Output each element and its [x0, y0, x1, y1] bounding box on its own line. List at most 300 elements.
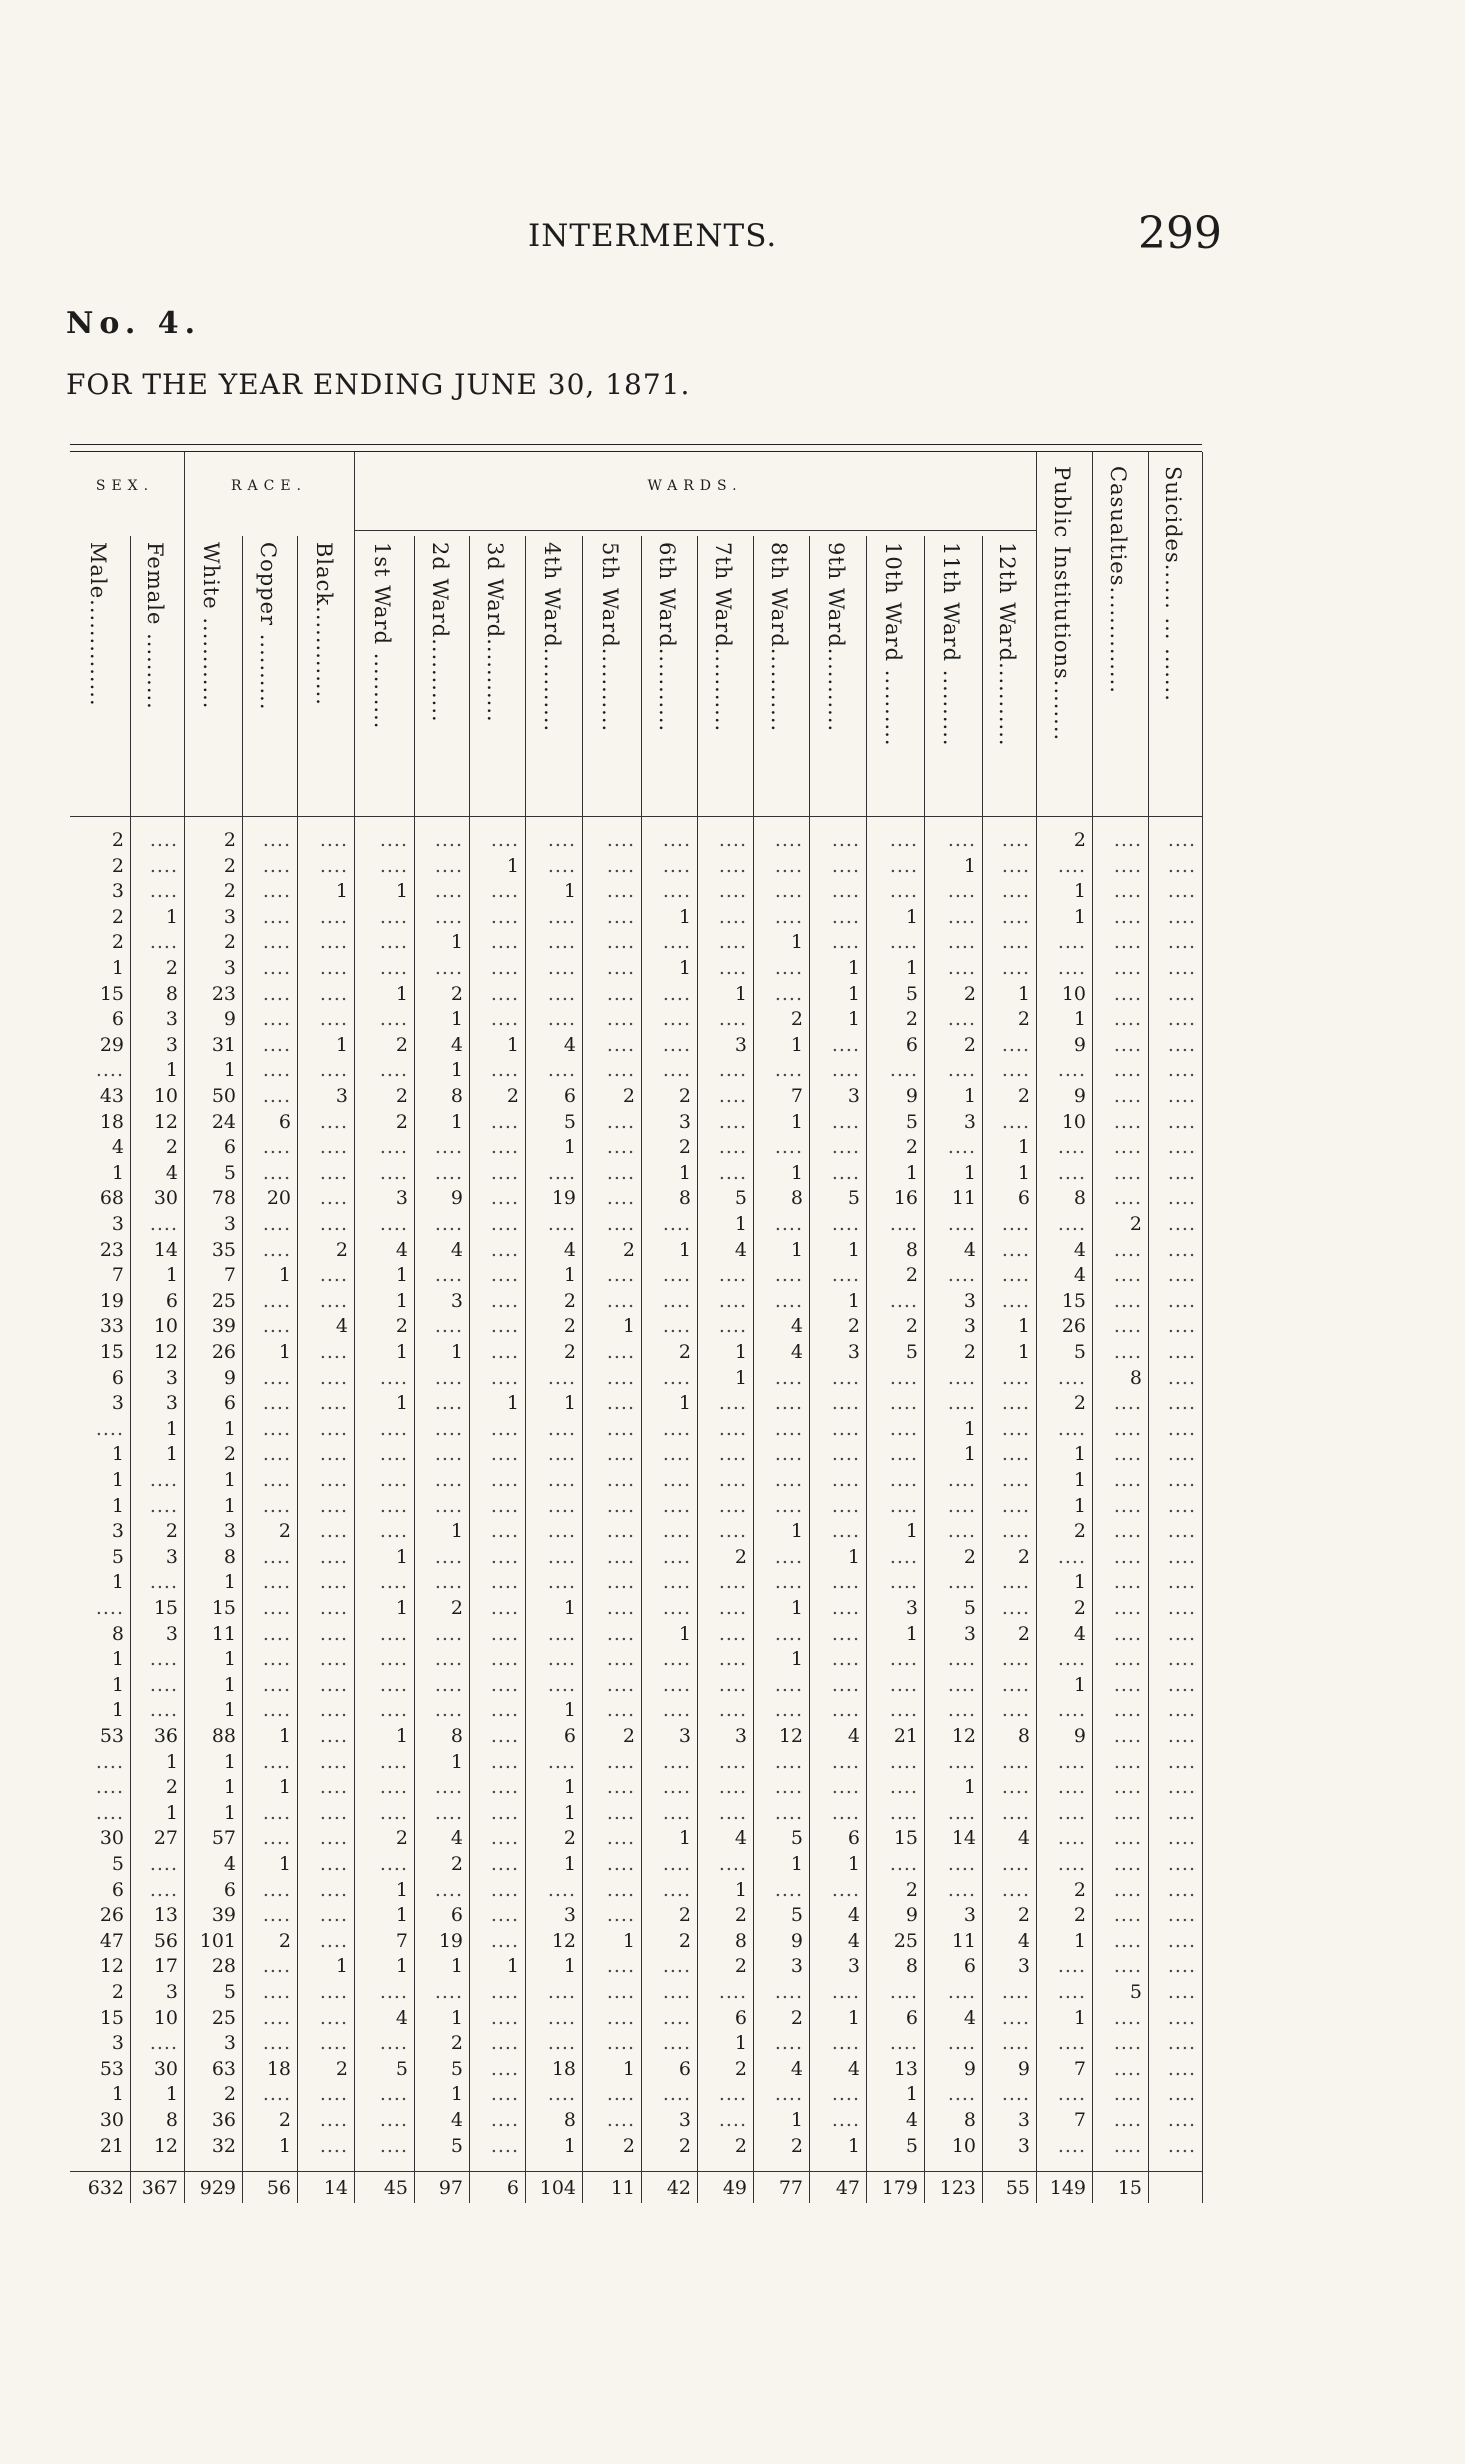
table-cell: ....: [774, 1878, 803, 1901]
table-cell: ....: [662, 1801, 691, 1824]
table-cell: ....: [379, 1750, 408, 1773]
table-cell: ....: [490, 1289, 519, 1312]
table-cell: 1: [450, 1520, 463, 1543]
table-cell: ....: [434, 1776, 463, 1799]
table-cell: ....: [1113, 1597, 1142, 1619]
table-cell: ....: [1001, 1494, 1030, 1517]
table-cell: ....: [490, 1315, 519, 1338]
table-cell: ....: [1167, 1725, 1196, 1747]
table-cell: 4: [563, 1238, 576, 1261]
table-cell: ....: [606, 1622, 635, 1645]
table-cell: 5: [905, 2134, 918, 2157]
table-cell: 1: [734, 1366, 747, 1389]
table-cell: ....: [547, 1366, 576, 1389]
table-cell: ....: [831, 1801, 860, 1824]
table-cell: ....: [490, 1417, 519, 1440]
table-cell: 1: [790, 931, 803, 954]
table-cell: ....: [262, 1545, 291, 1568]
table-cell: 2: [905, 1878, 918, 1901]
table-cell: 2: [395, 1110, 408, 1133]
table-cell: ....: [606, 829, 635, 851]
table-cell: ....: [662, 1469, 691, 1491]
table-cell: ....: [1167, 1853, 1196, 1875]
column-header-label: 10th Ward ..........: [881, 542, 905, 747]
table-cell: 1: [395, 880, 408, 903]
table-cell: 2: [395, 1827, 408, 1850]
table-cell: ....: [774, 1699, 803, 1722]
table-cell: ....: [606, 1110, 635, 1133]
table-cell: ....: [149, 1469, 178, 1491]
table-cell: 1: [165, 1443, 178, 1466]
table-cell: 11: [951, 1929, 976, 1952]
table-cell: ....: [1167, 1187, 1196, 1210]
table-cell: 1: [963, 1161, 976, 1184]
table-cell: 2: [450, 2032, 463, 2055]
table-cell: 3: [963, 1904, 976, 1927]
table-cell: 1: [790, 1110, 803, 1133]
table-cell: ....: [262, 1161, 291, 1184]
column-header-label: 6th Ward...........: [655, 542, 679, 733]
table-cell: 2: [734, 1955, 747, 1978]
table-cell: ....: [1113, 1955, 1142, 1978]
table-cell: ....: [662, 1417, 691, 1440]
table-cell: ....: [889, 1673, 918, 1696]
table-cell: ....: [1001, 1033, 1030, 1056]
table-cell: 6: [450, 1904, 463, 1927]
table-cell: ....: [1113, 1853, 1142, 1875]
table-cell: ....: [718, 1571, 747, 1594]
table-cell: ....: [490, 2109, 519, 2131]
table-cell: ....: [379, 1494, 408, 1517]
table-cell: 1: [734, 1878, 747, 1901]
table-cell: 3: [111, 880, 124, 903]
table-cell: ....: [1057, 2083, 1086, 2106]
table-cell: ....: [606, 1289, 635, 1312]
table-cell: ....: [149, 829, 178, 851]
table-cell: 1: [223, 1750, 236, 1773]
table-cell: ....: [718, 1136, 747, 1159]
table-cell: 1: [506, 1955, 519, 1978]
table-cell: 1: [905, 1520, 918, 1543]
table-cell: ....: [774, 854, 803, 877]
table-cell: 36: [211, 2109, 236, 2131]
table-cell: ....: [662, 1443, 691, 1466]
table-cell: ....: [606, 1878, 635, 1901]
table-cell: ....: [718, 1110, 747, 1133]
table-cell: 4: [395, 1238, 408, 1261]
table-cell: ....: [434, 1571, 463, 1594]
table-cell: ....: [1001, 1699, 1030, 1722]
table-cell: 1: [223, 1469, 236, 1491]
table-cell: ....: [718, 1289, 747, 1312]
table-cell: 3: [223, 957, 236, 979]
table-cell: 1: [563, 1392, 576, 1415]
table-cell: 1: [395, 1904, 408, 1927]
table-cell: ....: [547, 982, 576, 1005]
table-cell: 2: [111, 931, 124, 954]
column-header-label: 9th Ward...........: [823, 542, 848, 733]
table-cell: 4: [963, 1238, 976, 1261]
table-cell: 1: [165, 1801, 178, 1824]
table-cell: ....: [1113, 1494, 1142, 1517]
table-cell: ....: [947, 1469, 976, 1491]
table-cell: 2: [963, 1545, 976, 1568]
table-cell: 3: [165, 1981, 178, 2003]
table-cell: ....: [1001, 2083, 1030, 2106]
table-cell: ....: [1167, 1033, 1196, 1056]
table-cell: 1: [847, 1545, 860, 1568]
table-cell: ....: [1001, 854, 1030, 877]
table-cell: ....: [831, 1443, 860, 1466]
table-cell: 3: [963, 1315, 976, 1338]
table-cell: 9: [1017, 2057, 1030, 2080]
table-cell: 2: [563, 1315, 576, 1338]
table-cell: ....: [1113, 1520, 1142, 1543]
table-cell: ....: [1113, 1392, 1142, 1415]
table-cell: ....: [1113, 1648, 1142, 1671]
table-cell: ....: [379, 1699, 408, 1722]
table-cell: 43: [99, 1085, 124, 1107]
table-cell: 1: [395, 1878, 408, 1901]
table-cell: ....: [1113, 880, 1142, 903]
table-cell: ....: [1113, 1085, 1142, 1107]
table-cell: ....: [434, 1213, 463, 1235]
table-cell: ....: [831, 1673, 860, 1696]
table-cell: 1: [1073, 1443, 1086, 1466]
table-cell: ....: [262, 1443, 291, 1466]
total-cell: 367: [141, 2177, 178, 2200]
column-header: [477, 542, 517, 812]
table-cell: ....: [379, 1853, 408, 1875]
table-cell: 1: [1073, 1008, 1086, 1031]
table-cell: ....: [434, 957, 463, 979]
table-cell: 9: [1073, 1085, 1086, 1107]
table-cell: ....: [1001, 1571, 1030, 1594]
table-cell: ....: [662, 1033, 691, 1056]
table-cell: 6: [563, 1725, 576, 1747]
table-cell: 4: [790, 2057, 803, 2080]
table-cell: 6: [223, 1136, 236, 1159]
table-cell: ....: [1113, 1161, 1142, 1184]
table-cell: 1: [963, 1776, 976, 1799]
table-cell: ....: [547, 1469, 576, 1491]
table-cell: 2: [790, 1008, 803, 1031]
table-cell: 2: [395, 1315, 408, 1338]
table-cell: ....: [947, 1494, 976, 1517]
table-cell: ....: [718, 1392, 747, 1415]
table-cell: ....: [831, 1110, 860, 1133]
table-cell: ....: [1113, 2109, 1142, 2131]
table-cell: 26: [211, 1341, 236, 1363]
table-cell: 1: [563, 2134, 576, 2157]
table-cell: 3: [111, 1520, 124, 1543]
table-cell: ....: [606, 1648, 635, 1671]
table-cell: 5: [111, 1545, 124, 1568]
table-cell: ....: [831, 2109, 860, 2131]
table-cell: ....: [379, 829, 408, 851]
table-cell: 2: [335, 2057, 348, 2080]
table-cell: ....: [606, 2032, 635, 2055]
table-cell: 6: [111, 1008, 124, 1031]
table-cell: ....: [379, 905, 408, 928]
table-cell: 2: [223, 880, 236, 903]
table-cell: ....: [490, 1827, 519, 1850]
table-cell: ....: [490, 931, 519, 954]
table-cell: ....: [606, 1955, 635, 1978]
table-cell: ....: [262, 1622, 291, 1645]
column-header: [193, 542, 233, 812]
table-cell: ....: [262, 1981, 291, 2003]
table-cell: ....: [606, 1161, 635, 1184]
table-cell: ....: [718, 1264, 747, 1287]
table-cell: ....: [547, 1494, 576, 1517]
table-cell: ....: [606, 2006, 635, 2029]
total-cell: 123: [939, 2177, 976, 2200]
column-header: [80, 542, 120, 812]
table-cell: 1: [506, 854, 519, 877]
table-cell: 8: [165, 2109, 178, 2131]
table-cell: ....: [490, 1648, 519, 1671]
table-cell: ....: [1113, 1750, 1142, 1773]
table-cell: ....: [1001, 1878, 1030, 1901]
table-cell: 1: [847, 1853, 860, 1875]
table-cell: ....: [379, 1801, 408, 1824]
total-cell: 97: [438, 2177, 463, 2200]
table-cell: ....: [319, 957, 348, 979]
table-cell: 29: [99, 1033, 124, 1056]
table-cell: ....: [1113, 2032, 1142, 2055]
table-cell: ....: [379, 1520, 408, 1543]
table-cell: 1: [395, 1597, 408, 1619]
table-cell: ....: [262, 1366, 291, 1389]
table-cell: 2: [278, 1520, 291, 1543]
table-cell: 14: [951, 1827, 976, 1850]
table-cell: ....: [1057, 1136, 1086, 1159]
table-cell: ....: [490, 1161, 519, 1184]
table-cell: ....: [319, 931, 348, 954]
table-cell: ....: [662, 1699, 691, 1722]
table-cell: ....: [718, 931, 747, 954]
table-cell: ....: [262, 1673, 291, 1696]
table-cell: 25: [893, 1929, 918, 1952]
table-cell: 5: [1073, 1341, 1086, 1363]
table-cell: 2: [1073, 1878, 1086, 1901]
table-cell: ....: [718, 1494, 747, 1517]
table-cell: ....: [889, 1699, 918, 1722]
table-cell: ....: [319, 2032, 348, 2055]
table-cell: ....: [149, 1648, 178, 1671]
table-cell: ....: [606, 1494, 635, 1517]
table-cell: ....: [1113, 1827, 1142, 1850]
table-cell: ....: [662, 1673, 691, 1696]
table-cell: 47: [99, 1929, 124, 1952]
table-cell: 8: [563, 2109, 576, 2131]
table-cell: 12: [153, 2134, 178, 2157]
table-cell: ....: [547, 829, 576, 851]
table-cell: ....: [262, 1904, 291, 1927]
table-cell: ....: [831, 1264, 860, 1287]
table-cell: ....: [718, 880, 747, 903]
table-cell: 4: [223, 1853, 236, 1875]
table-cell: 2: [1073, 1597, 1086, 1619]
table-cell: ....: [262, 2006, 291, 2029]
table-cell: 14: [153, 1238, 178, 1261]
table-cell: ....: [662, 1213, 691, 1235]
table-cell: ....: [434, 854, 463, 877]
table-cell: ....: [606, 1571, 635, 1594]
column-header: [534, 542, 574, 812]
total-cell: 47: [835, 2177, 860, 2200]
table-cell: 1: [678, 1622, 691, 1645]
table-cell: ....: [606, 2083, 635, 2106]
table-cell: 4: [450, 2109, 463, 2131]
table-cell: ....: [1057, 1213, 1086, 1235]
column-rule: [1202, 452, 1203, 2203]
table-cell: ....: [718, 1443, 747, 1466]
table-cell: 4: [1073, 1264, 1086, 1287]
table-cell: ....: [831, 1136, 860, 1159]
table-cell: 2: [678, 1929, 691, 1952]
table-cell: ....: [831, 1597, 860, 1619]
table-cell: ....: [547, 2032, 576, 2055]
table-cell: ....: [606, 1213, 635, 1235]
table-cell: ....: [547, 1673, 576, 1696]
table-cell: ....: [718, 1417, 747, 1440]
table-cell: ....: [1167, 1417, 1196, 1440]
table-cell: ....: [774, 1545, 803, 1568]
table-cell: ....: [490, 1366, 519, 1389]
table-cell: ....: [262, 1392, 291, 1415]
table-cell: ....: [718, 1059, 747, 1082]
table-cell: 3: [1017, 1955, 1030, 1978]
table-cell: ....: [831, 1469, 860, 1491]
table-cell: ....: [947, 1801, 976, 1824]
table-cell: ....: [547, 957, 576, 979]
table-cell: 2: [1073, 829, 1086, 851]
table-cell: ....: [490, 1264, 519, 1287]
table-cell: 3: [111, 2032, 124, 2055]
table-cell: ....: [606, 1469, 635, 1491]
table-cell: ....: [379, 1366, 408, 1389]
table-cell: ....: [1113, 1136, 1142, 1159]
table-cell: ....: [1167, 1469, 1196, 1491]
table-cell: ....: [662, 2083, 691, 2106]
table-cell: ....: [774, 1494, 803, 1517]
table-cell: 19: [99, 1289, 124, 1312]
table-cell: 3: [734, 1725, 747, 1747]
table-cell: 3: [847, 1085, 860, 1107]
table-cell: ....: [1057, 1545, 1086, 1568]
table-cell: 1: [395, 1955, 408, 1978]
table-cell: 2: [1129, 1213, 1142, 1235]
column-header-label: 7th Ward...........: [711, 542, 735, 733]
table-cell: 2: [905, 1008, 918, 1031]
table-cell: ....: [718, 957, 747, 979]
table-cell: 31: [211, 1033, 236, 1056]
table-cell: ....: [774, 829, 803, 851]
table-cell: 2: [223, 2083, 236, 2106]
table-cell: 20: [266, 1187, 291, 1210]
table-cell: ....: [831, 1161, 860, 1184]
table-cell: 1: [223, 1776, 236, 1799]
table-cell: ....: [1001, 1673, 1030, 1696]
table-cell: 8: [223, 1545, 236, 1568]
table-cell: 3: [847, 1955, 860, 1978]
table-cell: 2: [678, 2134, 691, 2157]
table-cell: ....: [606, 1801, 635, 1824]
table-cell: ....: [774, 1264, 803, 1287]
table-cell: ....: [547, 1008, 576, 1031]
table-cell: 1: [790, 1520, 803, 1543]
total-cell: 55: [1005, 2177, 1030, 2200]
table-cell: 53: [99, 2057, 124, 2080]
table-cell: ....: [1113, 1801, 1142, 1824]
table-cell: ....: [947, 1571, 976, 1594]
table-cell: ....: [149, 1673, 178, 1696]
totals-rule: [70, 2171, 1202, 2172]
table-cell: ....: [1113, 1776, 1142, 1799]
table-cell: ....: [1057, 1776, 1086, 1799]
table-cell: ....: [1167, 1289, 1196, 1312]
column-header-label: Casualties..............: [1106, 466, 1130, 694]
table-cell: 25: [211, 2006, 236, 2029]
table-cell: ....: [1113, 829, 1142, 851]
table-cell: 1: [278, 1725, 291, 1747]
table-cell: ....: [1057, 854, 1086, 877]
table-cell: ....: [319, 1545, 348, 1568]
table-cell: ....: [1001, 829, 1030, 851]
table-cell: ....: [1167, 1699, 1196, 1722]
table-cell: ....: [1113, 1469, 1142, 1491]
column-header: [875, 542, 915, 812]
table-cell: 57: [211, 1827, 236, 1850]
total-cell: 149: [1049, 2177, 1086, 2200]
column-header-label: Black.............: [311, 542, 336, 706]
table-cell: ....: [606, 931, 635, 954]
table-cell: 13: [153, 1904, 178, 1927]
table-cell: ....: [319, 1443, 348, 1466]
table-cell: ....: [262, 1008, 291, 1031]
table-cell: 7: [395, 1929, 408, 1952]
table-cell: ....: [889, 1776, 918, 1799]
table-cell: ....: [662, 982, 691, 1005]
table-cell: ....: [1057, 1827, 1086, 1850]
table-cell: ....: [319, 1392, 348, 1415]
table-cell: 1: [847, 1008, 860, 1031]
table-cell: ....: [379, 1622, 408, 1645]
table-cell: 9: [963, 2057, 976, 2080]
table-cell: 1: [1017, 1161, 1030, 1184]
table-cell: ....: [319, 1929, 348, 1952]
table-cell: ....: [490, 1059, 519, 1082]
table-cell: ....: [889, 1494, 918, 1517]
table-cell: 3: [223, 1213, 236, 1235]
table-cell: ....: [262, 982, 291, 1005]
total-cell: 632: [87, 2177, 124, 2200]
table-cell: 5: [223, 1161, 236, 1184]
table-cell: ....: [662, 931, 691, 954]
table-cell: ....: [262, 1648, 291, 1671]
table-cell: 1: [111, 1648, 124, 1671]
table-cell: 15: [1061, 1289, 1086, 1312]
table-cell: ....: [831, 1213, 860, 1235]
table-cell: ....: [1001, 1981, 1030, 2003]
table-cell: ....: [149, 1878, 178, 1901]
table-cell: 9: [1073, 1725, 1086, 1747]
table-cell: ....: [490, 1981, 519, 2003]
table-cell: 5: [450, 2134, 463, 2157]
table-cell: 1: [395, 1341, 408, 1363]
